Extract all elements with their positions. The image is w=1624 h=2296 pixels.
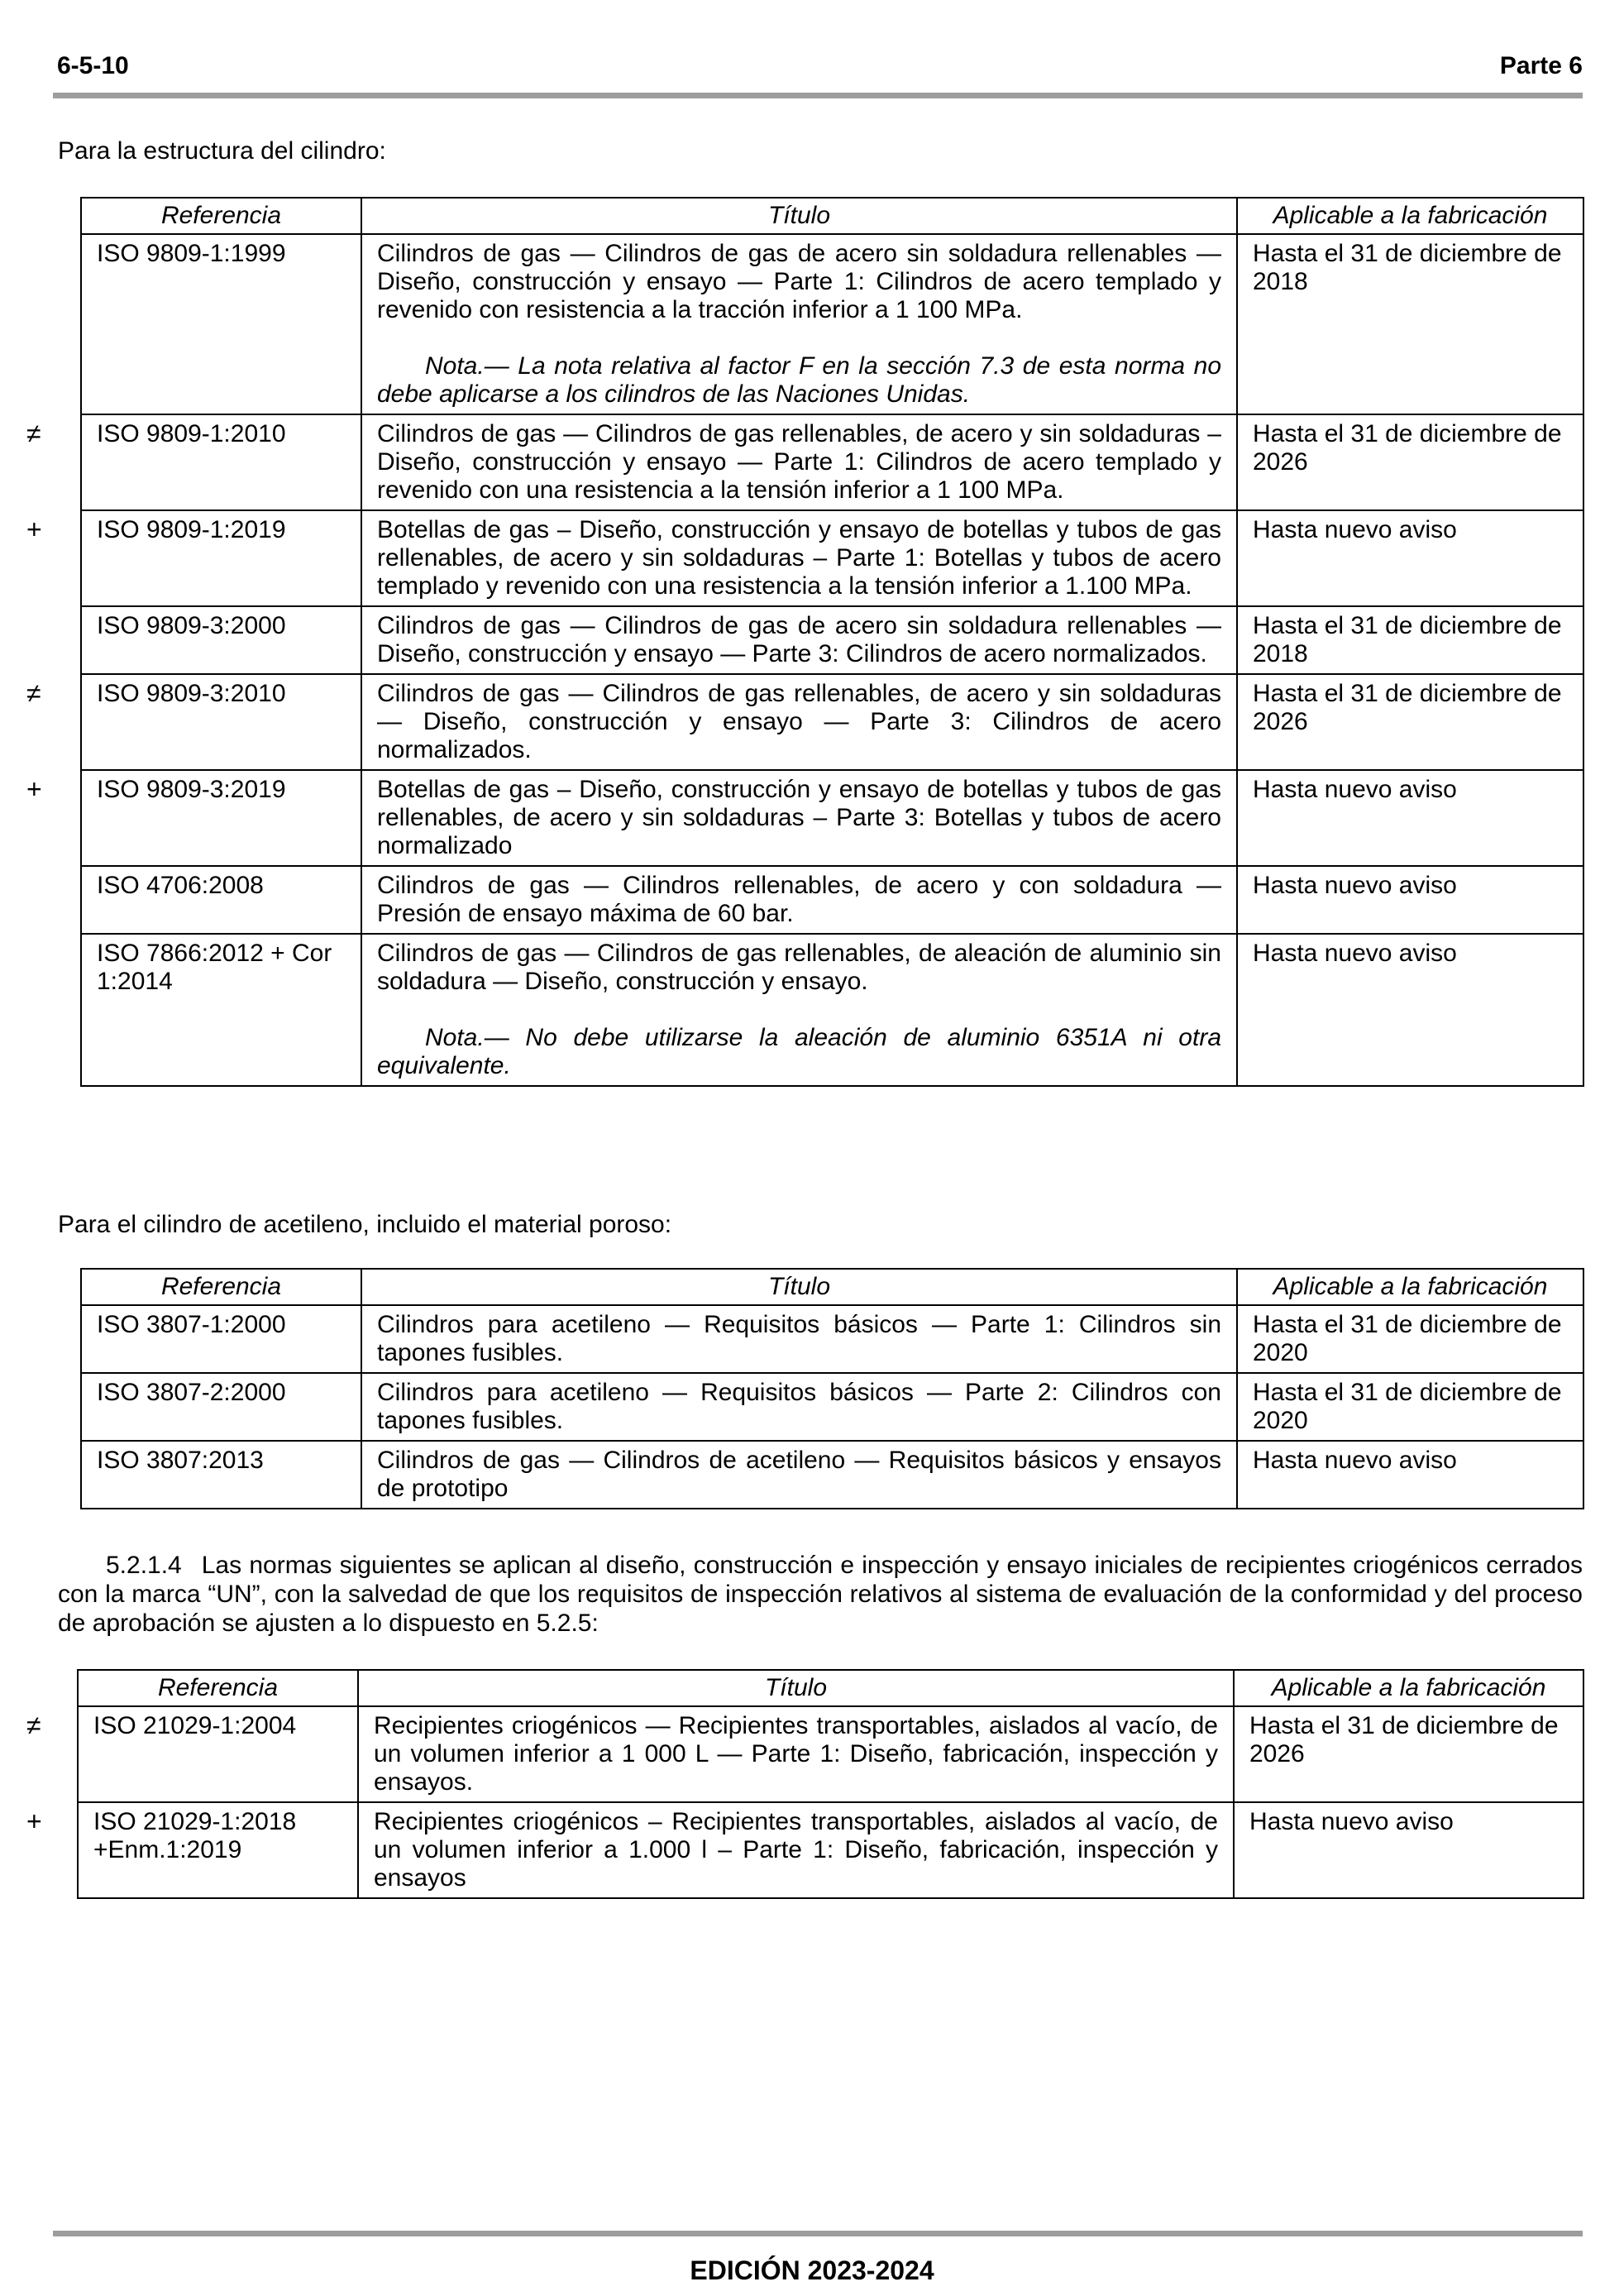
title-cell <box>361 934 1237 1086</box>
title-cell <box>361 510 1237 606</box>
section2-intro: Para el cilindro de acetileno, incluido el material poroso: <box>58 1211 672 1238</box>
addition-marker: + <box>26 514 42 544</box>
applicable-cell: Hasta el 31 de diciembre de 2026 <box>1234 1706 1583 1802</box>
title-cell <box>361 414 1237 510</box>
cryogenic-receptacles-table <box>77 1669 1584 1899</box>
reference-cell: ISO 9809-3:2000 <box>81 606 361 674</box>
applicable-cell: Hasta el 31 de diciembre de 2018 <box>1237 234 1583 414</box>
addition-marker: + <box>26 774 42 804</box>
title-text: Cilindros para acetileno — Requisitos básicos — Parte 1: Cilindros sin tapones fusibles. <box>377 1311 1221 1366</box>
footer-rule <box>53 2231 1583 2236</box>
page-number: 6-5-10 <box>57 52 129 79</box>
reference-cell: ISO 3807-2:2000 <box>81 1373 361 1441</box>
table-header-row <box>81 1269 1583 1305</box>
amendment-marker: ≠ <box>26 419 41 448</box>
column-header: Referencia <box>81 198 361 234</box>
applicable-cell: Hasta el 31 de diciembre de 2026 <box>1237 414 1583 510</box>
header-rule <box>53 93 1583 98</box>
table-row <box>81 866 1583 934</box>
amendment-marker: ≠ <box>26 678 41 708</box>
reference-cell: ISO 9809-3:2019 <box>81 770 361 866</box>
table-row <box>81 1441 1583 1509</box>
amendment-marker: ≠ <box>26 1710 41 1740</box>
table-row <box>81 770 1583 866</box>
acetylene-cylinder-table <box>80 1268 1584 1509</box>
title-text: Botellas de gas – Diseño, construcción y ensayo de botellas y tubos de gas rellenables, de acero y sin soldaduras – Parte 3: Botellas y tubos de acero normalizado <box>377 776 1221 859</box>
title-text: Botellas de gas – Diseño, construcción y ensayo de botellas y tubos de gas rellenables, de acero y sin soldaduras – Parte 1: Botellas y tubos de acero templado y revenido con una resistencia a la tensión inferior a 1.100 MPa. <box>377 516 1221 600</box>
table-row <box>81 674 1583 770</box>
paragraph-5-2-1-4 <box>58 1551 1583 1638</box>
title-cell <box>358 1802 1234 1898</box>
applicable-cell: Hasta el 31 de diciembre de 2020 <box>1237 1305 1583 1373</box>
applicable-cell: Hasta nuevo aviso <box>1237 510 1583 606</box>
column-header: Aplicable a la fabricación <box>1237 198 1583 234</box>
column-header: Aplicable a la fabricación <box>1234 1670 1583 1706</box>
reference-cell: ISO 3807:2013 <box>81 1441 361 1509</box>
column-header: Título <box>361 1269 1237 1305</box>
title-cell <box>361 606 1237 674</box>
table-row <box>81 414 1583 510</box>
title-cell <box>361 770 1237 866</box>
reference-cell: ISO 9809-1:2010 <box>81 414 361 510</box>
cylinder-structure-table <box>80 197 1584 1087</box>
page-header <box>57 48 1583 84</box>
reference-cell: ISO 3807-1:2000 <box>81 1305 361 1373</box>
table-row <box>81 1305 1583 1373</box>
title-cell <box>361 1441 1237 1509</box>
part-label: Parte 6 <box>1499 52 1583 79</box>
reference-cell: ISO 4706:2008 <box>81 866 361 934</box>
title-text: Recipientes criogénicos – Recipientes transportables, aislados al vacío, de un volumen inferior a 1.000 l – Parte 1: Diseño, fabricación, inspección y ensayos <box>374 1808 1218 1892</box>
title-text: Cilindros de gas — Cilindros de gas rellenables, de aleación de aluminio sin soldadura — Diseño, construcción y ensayo. <box>377 940 1221 995</box>
addition-marker: + <box>26 1806 42 1836</box>
applicable-cell: Hasta nuevo aviso <box>1237 770 1583 866</box>
title-cell <box>358 1706 1234 1802</box>
title-text: Recipientes criogénicos — Recipientes transportables, aislados al vacío, de un volumen inferior a 1 000 L — Parte 1: Diseño, fabricación, inspección y ensayos. <box>374 1712 1218 1796</box>
column-header: Aplicable a la fabricación <box>1237 1269 1583 1305</box>
title-cell <box>361 674 1237 770</box>
table-row <box>81 510 1583 606</box>
paragraph-number: 5.2.1.4 <box>106 1552 182 1579</box>
title-cell <box>361 234 1237 414</box>
title-text: Cilindros para acetileno — Requisitos básicos — Parte 2: Cilindros con tapones fusibles. <box>377 1379 1221 1434</box>
reference-cell: ISO 9809-3:2010 <box>81 674 361 770</box>
title-text: Cilindros de gas — Cilindros de gas rellenables, de acero y sin soldaduras — Diseño, construcción y ensayo — Parte 3: Cilindros de acero normalizados. <box>377 680 1221 763</box>
applicable-cell: Hasta nuevo aviso <box>1237 934 1583 1086</box>
applicable-cell: Hasta el 31 de diciembre de 2020 <box>1237 1373 1583 1441</box>
reference-cell: ISO 9809-1:2019 <box>81 510 361 606</box>
column-header: Referencia <box>78 1670 358 1706</box>
note-text: Nota.— La nota relativa al factor F en la sección 7.3 de esta norma no debe aplicarse a los cilindros de las Naciones Unidas. <box>377 352 1221 408</box>
column-header: Título <box>358 1670 1234 1706</box>
table-row <box>78 1802 1583 1898</box>
applicable-cell: Hasta nuevo aviso <box>1237 1441 1583 1509</box>
paragraph-text: Las normas siguientes se aplican al diseño, construcción e inspección y ensayo iniciales de recipientes criogénicos cerrados con la marca “UN”, con la salvedad de que los requisitos de inspección relativos al sistema de evaluación de la conformidad y del proceso de aprobación se ajusten a lo dispuesto en 5.2.5: <box>58 1552 1583 1637</box>
column-header: Referencia <box>81 1269 361 1305</box>
reference-cell: ISO 9809-1:1999 <box>81 234 361 414</box>
edition-footer: EDICIÓN 2023-2024 <box>690 2255 934 2285</box>
applicable-cell: Hasta nuevo aviso <box>1237 866 1583 934</box>
applicable-cell: Hasta el 31 de diciembre de 2026 <box>1237 674 1583 770</box>
title-text: Cilindros de gas — Cilindros de acetileno — Requisitos básicos y ensayos de prototipo <box>377 1447 1221 1502</box>
applicable-cell: Hasta el 31 de diciembre de 2018 <box>1237 606 1583 674</box>
reference-cell: ISO 7866:2012 + Cor 1:2014 <box>81 934 361 1086</box>
table-header-row <box>78 1670 1583 1706</box>
title-text: Cilindros de gas — Cilindros de gas rellenables, de acero y sin soldaduras – Diseño, construcción y ensayo — Parte 1: Cilindros de acero templado y revenido con una resistencia a la tensión inferior a 1 100 MPa. <box>377 420 1221 504</box>
title-cell <box>361 1373 1237 1441</box>
table-row <box>81 234 1583 414</box>
table-row <box>78 1706 1583 1802</box>
table-header-row <box>81 198 1583 234</box>
reference-cell: ISO 21029-1:2018 +Enm.1:2019 <box>78 1802 358 1898</box>
title-text: Cilindros de gas — Cilindros de gas de acero sin soldadura rellenables — Diseño, construcción y ensayo — Parte 1: Cilindros de acero templado y revenido con resistencia a la tracción inferior a 1 100 MPa. <box>377 240 1221 323</box>
note-text: Nota.— No debe utilizarse la aleación de aluminio 6351A ni otra equivalente. <box>377 1024 1221 1079</box>
title-text: Cilindros de gas — Cilindros rellenables, de acero y con soldadura — Presión de ensayo máxima de 60 bar. <box>377 872 1221 927</box>
title-text: Cilindros de gas — Cilindros de gas de acero sin soldadura rellenables — Diseño, construcción y ensayo — Parte 3: Cilindros de acero normalizados. <box>377 612 1221 667</box>
table-row <box>81 934 1583 1086</box>
table-row <box>81 606 1583 674</box>
reference-cell: ISO 21029-1:2004 <box>78 1706 358 1802</box>
title-cell <box>361 1305 1237 1373</box>
title-cell <box>361 866 1237 934</box>
column-header: Título <box>361 198 1237 234</box>
table-row <box>81 1373 1583 1441</box>
applicable-cell: Hasta nuevo aviso <box>1234 1802 1583 1898</box>
section1-intro: Para la estructura del cilindro: <box>58 137 386 165</box>
